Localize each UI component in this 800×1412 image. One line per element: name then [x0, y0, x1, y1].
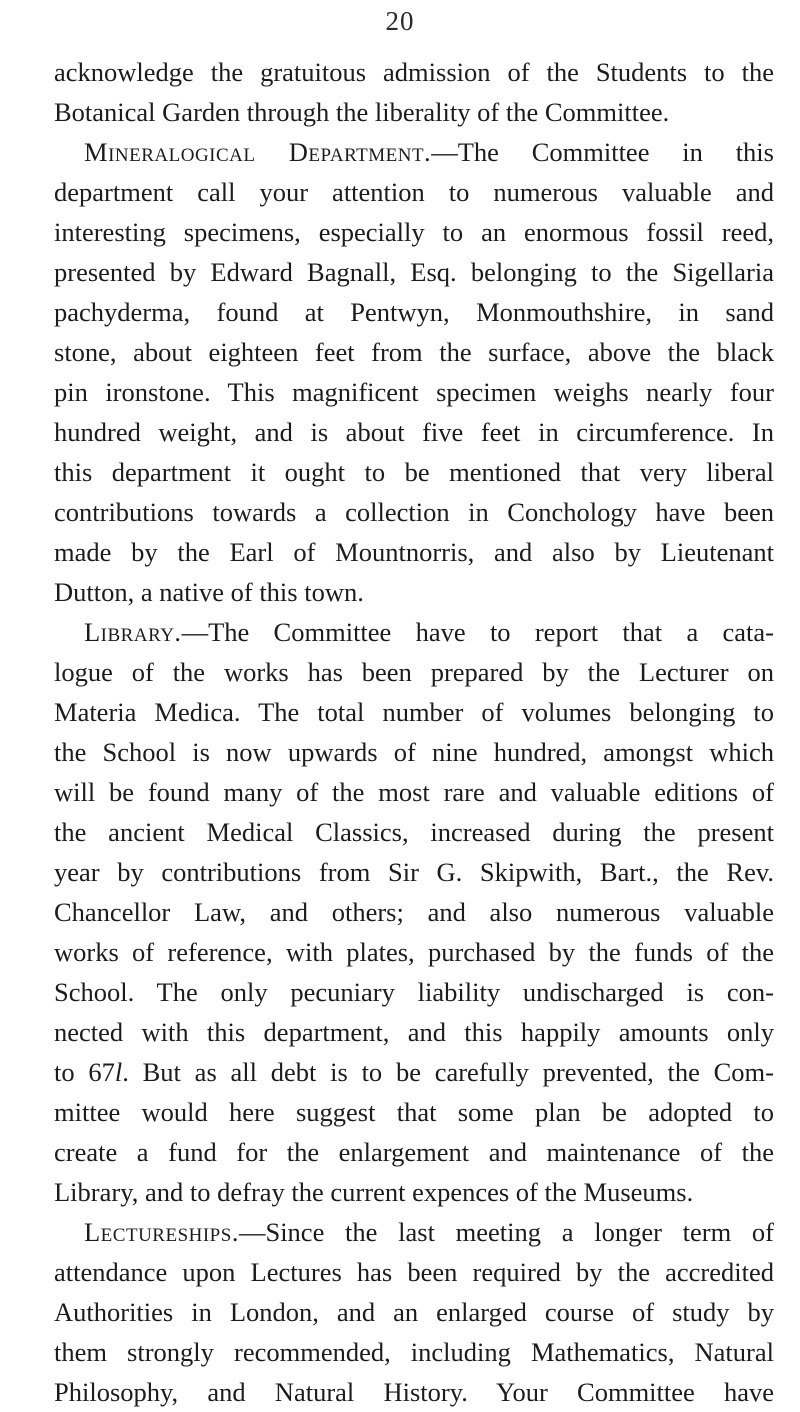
- text-line: stone, about eighteen feet from the surface, above the black: [54, 337, 774, 367]
- text-run: to 67: [54, 1057, 115, 1087]
- section-heading: Mineralogical Department.: [84, 137, 432, 167]
- paragraph-botanical: [54, 52, 774, 132]
- section-heading: Library.: [84, 617, 182, 647]
- text-line: School. The only pecuniary liability undischarged is con-: [54, 977, 774, 1007]
- paragraph-mineralogical-department: [54, 132, 774, 612]
- text-line: will be found many of the most rare and valuable editions of: [54, 777, 774, 807]
- text-line: mittee would here suggest that some plan be adopted to: [54, 1097, 774, 1127]
- text-line: acknowledge the gratuitous admission of the Students to the: [54, 57, 774, 87]
- text-line: Dutton, a native of this town.: [54, 577, 364, 607]
- text-line: attendance upon Lectures has been required by the accredited: [54, 1257, 774, 1287]
- body-text: [54, 52, 774, 1412]
- text-line: this department it ought to be mentioned that very liberal: [54, 457, 774, 487]
- text-line: Materia Medica. The total number of volumes belonging to: [54, 697, 774, 727]
- text-line: hundred weight, and is about five feet in circumference. In: [54, 417, 774, 447]
- text-line: Authorities in London, and an enlarged course of study by: [54, 1297, 774, 1327]
- text-line: the School is now upwards of nine hundred, amongst which: [54, 737, 774, 767]
- text-line: [54, 612, 774, 652]
- currency-pound-symbol: l: [114, 1057, 123, 1087]
- text-line: pachyderma, found at Pentwyn, Monmouthshire, in sand: [54, 297, 774, 327]
- text-line: them strongly recommended, including Mathematics, Natural: [54, 1337, 774, 1367]
- text-run: —Since the last meeting a longer term of: [238, 1217, 774, 1247]
- text-line: [54, 132, 774, 172]
- text-line: department call your attention to numerous valuable and: [54, 177, 774, 207]
- paragraph-library: [54, 612, 774, 1212]
- text-run: . But as all debt is to be carefully prevented, the Com-: [122, 1057, 774, 1087]
- text-line: Library, and to defray the current expences of the Museums.: [54, 1177, 694, 1207]
- text-line: works of reference, with plates, purchased by the funds of the: [54, 937, 774, 967]
- text-line: logue of the works has been prepared by the Lecturer on: [54, 657, 774, 687]
- text-line: nected with this department, and this happily amounts only: [54, 1017, 774, 1047]
- text-line: Botanical Garden through the liberality of the Committee.: [54, 97, 670, 127]
- text-line: create a fund for the enlargement and maintenance of the: [54, 1137, 774, 1167]
- paragraph-lectureships: [54, 1212, 774, 1412]
- text-line: the ancient Medical Classics, increased during the present: [54, 817, 774, 847]
- text-line: presented by Edward Bagnall, Esq. belonging to the Sigellaria: [54, 257, 774, 287]
- text-line: interesting specimens, especially to an enormous fossil reed,: [54, 217, 774, 247]
- text-line: [54, 1212, 774, 1252]
- text-line: made by the Earl of Mountnorris, and also by Lieutenant: [54, 537, 774, 567]
- text-line: Chancellor Law, and others; and also numerous valuable: [54, 897, 774, 927]
- text-line: year by contributions from Sir G. Skipwith, Bart., the Rev.: [54, 857, 774, 887]
- page-number: 20: [385, 6, 415, 36]
- text-line: contributions towards a collection in Conchology have been: [54, 497, 774, 527]
- text-run: —The Committee in this: [431, 137, 774, 167]
- text-run: —The Committee have to report that a cata-: [181, 617, 774, 647]
- section-heading: Lectureships.: [84, 1217, 239, 1247]
- text-line: Philosophy, and Natural History. Your Committee have: [54, 1377, 774, 1407]
- text-line: pin ironstone. This magnificent specimen weighs nearly four: [54, 377, 774, 407]
- text-line: [54, 1052, 774, 1092]
